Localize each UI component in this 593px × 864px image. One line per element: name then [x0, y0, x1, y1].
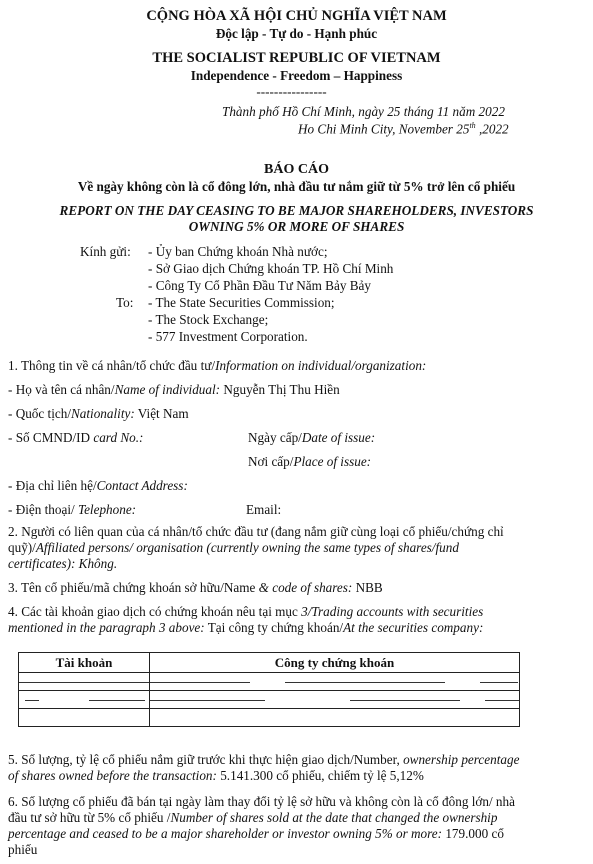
recipient-item: - Sở Giao dịch Chứng khoán TP. Hồ Chí Minh [148, 261, 394, 276]
trading-accounts-table [18, 652, 520, 727]
email: Email: [246, 502, 282, 517]
table-header-securities-company: Công ty chứng khoán [150, 653, 520, 673]
report-subtitle-vn: Về ngày không còn là cổ đông lớn, nhà đầu tư nắm giữ từ 5% trở lên cổ phiếu [77, 179, 516, 194]
redaction-line [150, 682, 250, 683]
individual-name: - Họ và tên cá nhân/Name of individual: Nguyễn Thị Thu Hiền [8, 382, 340, 397]
section5-line1: 5. Số lượng, tỷ lệ cổ phiếu nắm giữ trước khi thực hiện giao dịch/Number, ownership percentage [8, 752, 520, 767]
redaction-line [485, 700, 519, 701]
table-row [19, 691, 520, 709]
contact-address: - Địa chỉ liên hệ/Contact Address: [8, 478, 188, 493]
section6-line1: 6. Số lượng cổ phiếu đã bán tại ngày làm thay đổi tỷ lệ sở hữu và không còn là cổ đông lớn/ nhà [8, 794, 515, 809]
table-cell [150, 691, 520, 709]
id-card-no: - Số CMND/ID card No.: [8, 430, 144, 445]
section3: 3. Tên cổ phiếu/mã chứng khoán sở hữu/Name & code of shares: NBB [8, 580, 383, 595]
section5-line2: of shares owned before the transaction: 5.141.300 cổ phiếu, chiếm tỷ lệ 5,12% [8, 768, 424, 783]
nationality: - Quốc tịch/Nationality: Việt Nam [8, 406, 189, 421]
date-vn: Thành phố Hồ Chí Minh, ngày 25 tháng 11 năm 2022 [222, 104, 505, 119]
section4-line1: 4. Các tài khoản giao dịch có chứng khoán nêu tại mục 3/Trading accounts with securities [8, 604, 484, 619]
redaction-line [89, 700, 145, 701]
vn-motto: Độc lập - Tự do - Hạnh phúc [215, 26, 378, 41]
recipient-item: - The Stock Exchange; [148, 312, 269, 327]
report-title-en-line1: REPORT ON THE DAY CEASING TO BE MAJOR SHAREHOLDERS, INVESTORS [59, 203, 534, 218]
issue-date: Ngày cấp/Date of issue: [248, 430, 376, 445]
section6-line3: percentage and ceased to be a major shareholder or investor owning 5% or more: 179.000 cổ [8, 826, 504, 841]
section4-line2: mentioned in the paragraph 3 above: Tại công ty chứng khoán/At the securities company: [8, 620, 484, 635]
vn-country-name: CỘNG HÒA XÃ HỘI CHỦ NGHĨA VIỆT NAM [146, 8, 447, 24]
table-cell [19, 691, 150, 709]
redaction-line [480, 682, 518, 683]
telephone: - Điện thoại/ Telephone: [8, 502, 137, 517]
header-divider: ---------------- [256, 84, 327, 99]
section2-line3: certificates): Không. [8, 556, 118, 571]
redaction-line [25, 700, 39, 701]
recipient-item: - Ủy ban Chứng khoán Nhà nước; [148, 244, 328, 259]
redaction-line [19, 682, 149, 683]
table-row [19, 709, 520, 727]
section6-line4: phiếu [8, 842, 38, 857]
redaction-line [285, 682, 445, 683]
section2-line1: 2. Người có liên quan của cá nhân/tổ chức đầu tư (đang nắm giữ cùng loại cổ phiếu/chứng chỉ [8, 524, 504, 539]
report-title-en-line2: OWNING 5% OR MORE OF SHARES [188, 219, 405, 234]
redaction-line [350, 700, 460, 701]
issue-place: Nơi cấp/Place of issue: [248, 454, 372, 469]
table-cell [19, 709, 150, 727]
recipients-label-vn: Kính gửi: [80, 244, 131, 259]
report-title-vn: BÁO CÁO [264, 162, 329, 177]
recipient-item: - The State Securities Commission; [148, 295, 335, 310]
section6-line2: đầu tư sở hữu từ 5% cổ phiếu /Number of shares sold at the date that changed the ownership [8, 810, 498, 825]
recipient-item: - Công Ty Cổ Phần Đầu Tư Năm Bảy Bảy [148, 278, 371, 293]
redaction-line [150, 700, 265, 701]
en-country-name: THE SOCIALIST REPUBLIC OF VIETNAM [152, 50, 441, 66]
recipient-item: - 577 Investment Corporation. [148, 329, 308, 344]
table-cell [150, 709, 520, 727]
recipients-label-en: To: [116, 295, 134, 310]
section1-heading: 1. Thông tin về cá nhân/tổ chức đầu tư/Information on individual/organization: [8, 358, 427, 373]
table-row [19, 673, 520, 691]
date-en: Ho Chi Minh City, November 25th ,2022 [298, 121, 509, 137]
table-cell [150, 673, 520, 691]
en-motto: Independence - Freedom – Happiness [190, 68, 403, 83]
table-cell [19, 673, 150, 691]
table-header-account: Tài khoản [19, 653, 150, 673]
section2-line2: quỹ)/Affiliated persons/ organisation (currently owning the same types of shares/fund [8, 540, 459, 555]
